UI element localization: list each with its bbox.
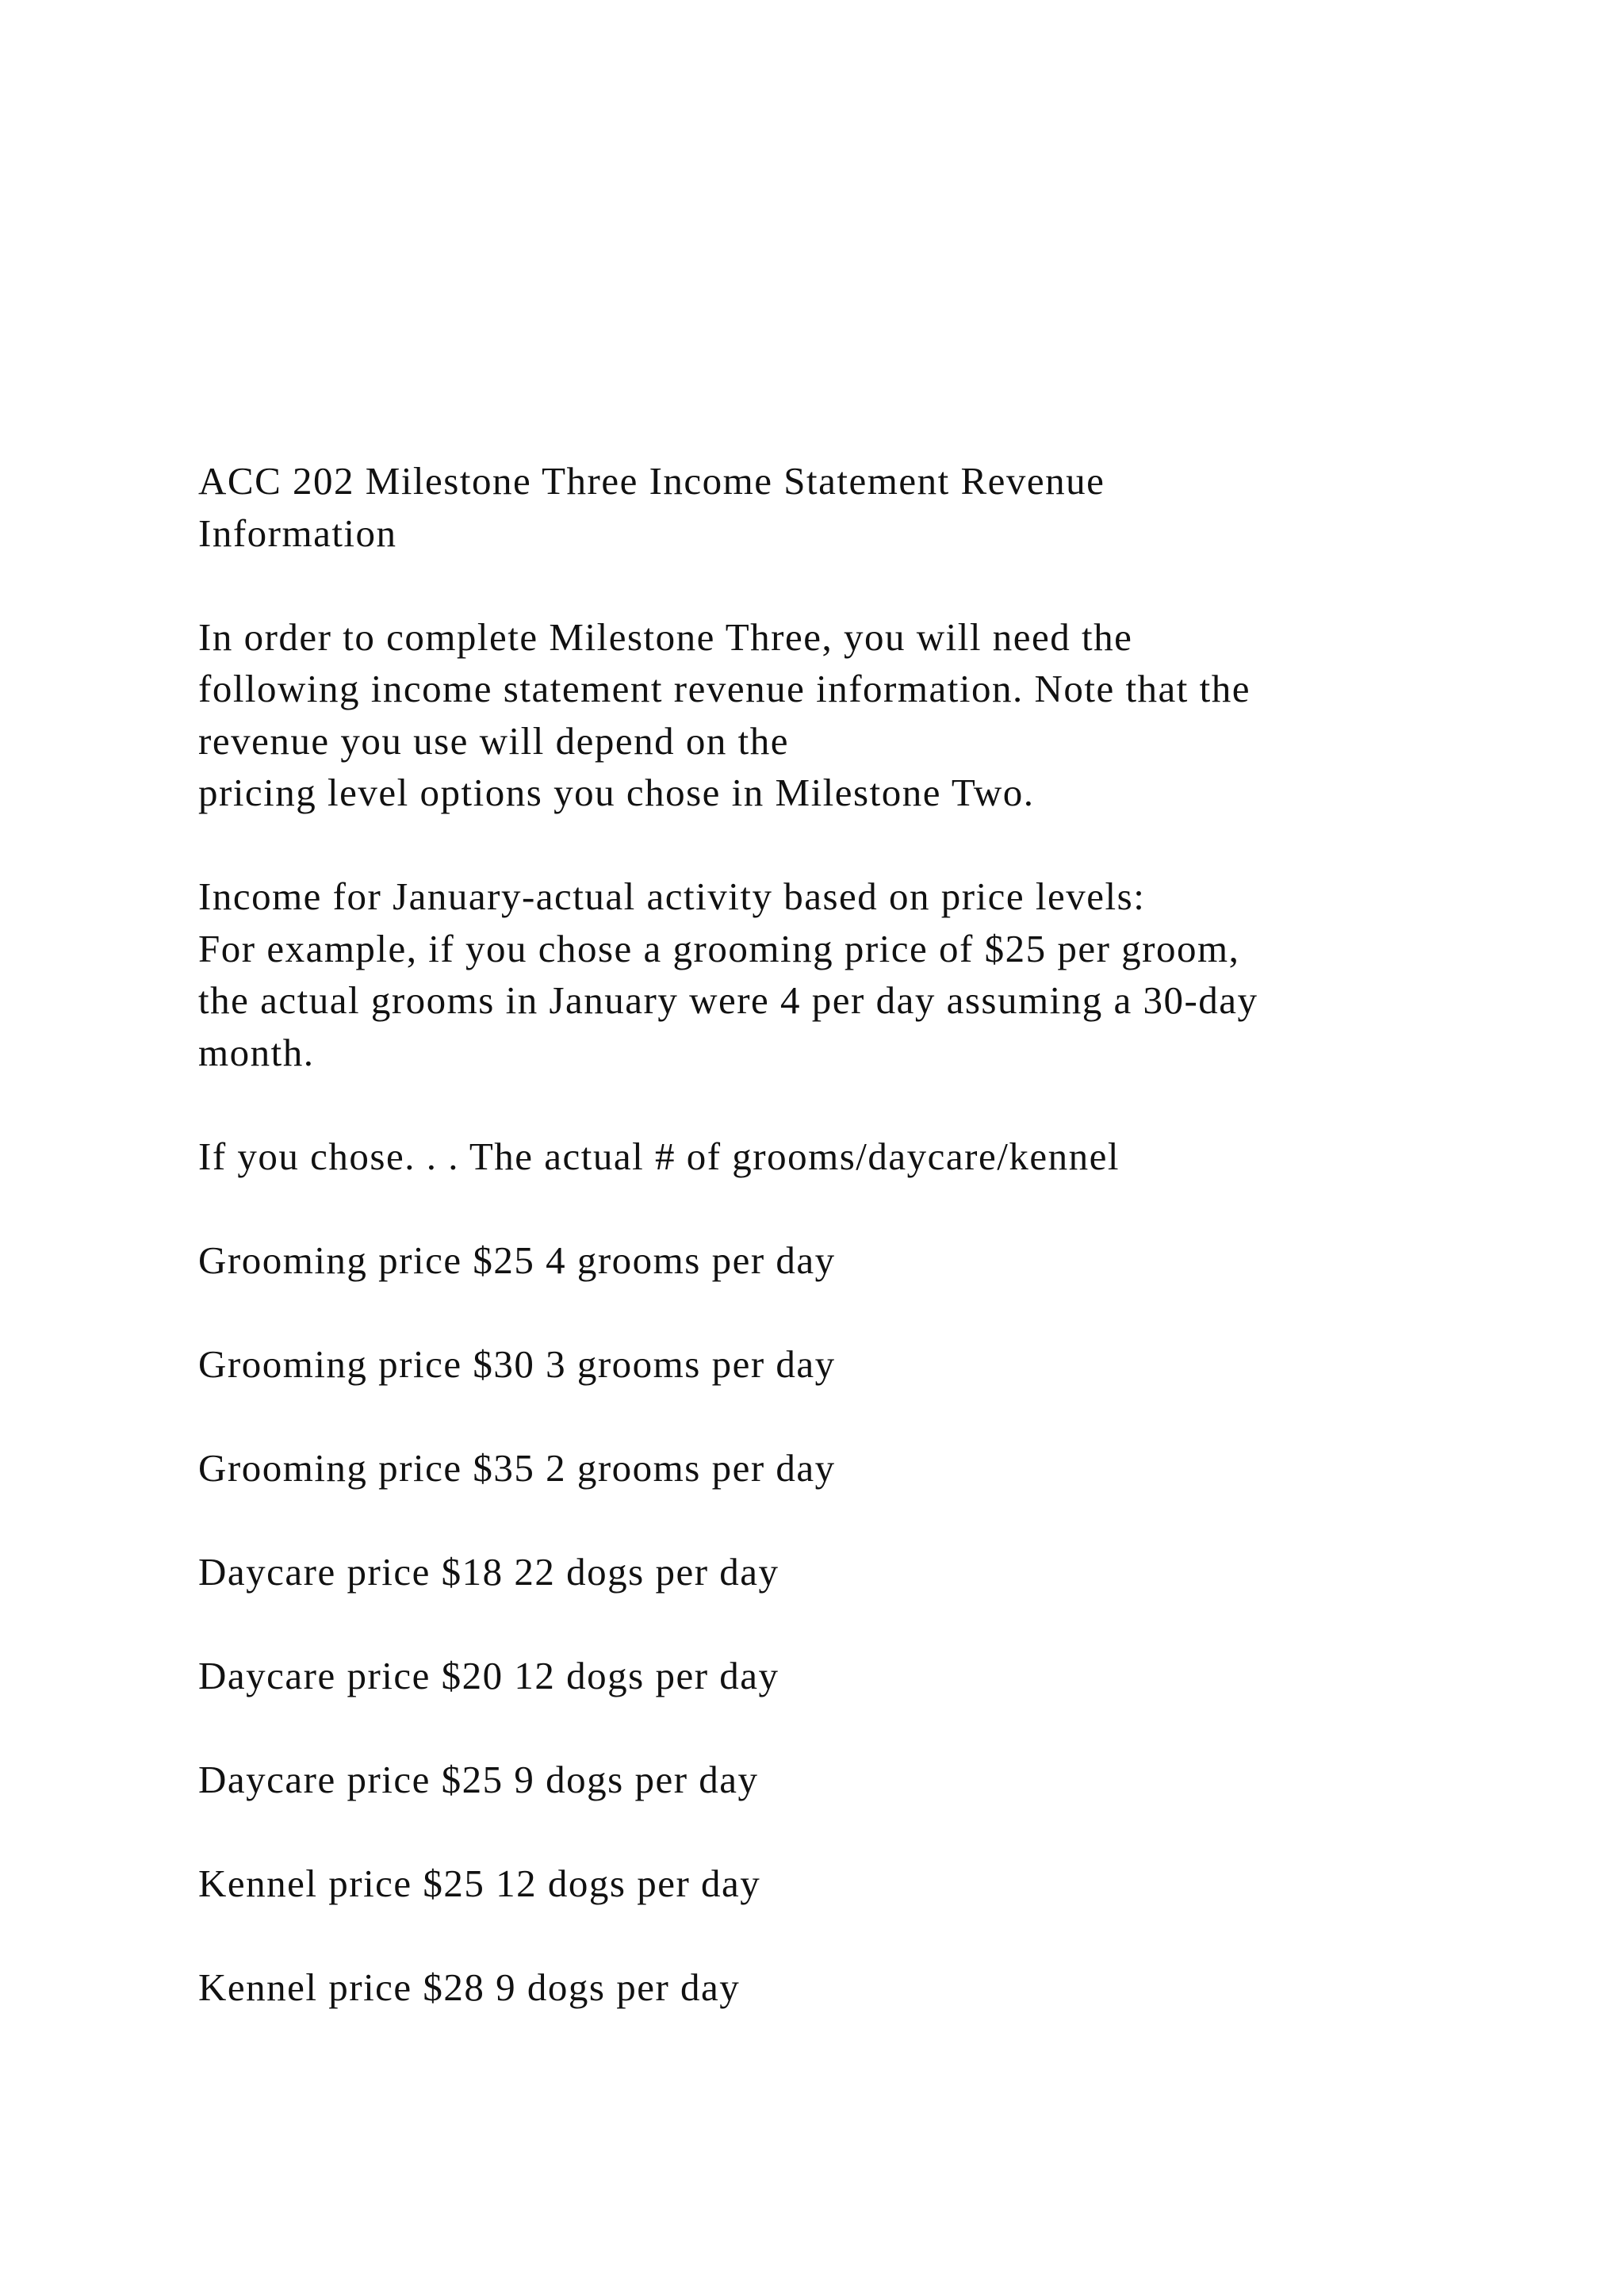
- spacer: [198, 1078, 1546, 1131]
- spacer: [198, 559, 1546, 611]
- spacer: [198, 819, 1546, 871]
- spacer: [198, 1286, 1546, 1338]
- example-line-1: Income for January-actual activity based on price levels:: [198, 874, 1146, 918]
- spacer: [198, 1598, 1546, 1650]
- table-header: If you chose. . . The actual # of grooms/daycare/kennel: [198, 1134, 1120, 1178]
- price-row-daycare-25: Daycare price $25 9 dogs per day: [198, 1757, 759, 1801]
- spacer: [198, 1182, 1546, 1234]
- intro-line-2: following income statement revenue information. Note that the: [198, 667, 1251, 710]
- intro-line-4: pricing level options you chose in Milestone Two.: [198, 771, 1035, 814]
- document-body: [198, 455, 1546, 2013]
- intro-line-3: revenue you use will depend on the: [198, 718, 789, 763]
- price-row-daycare-18: Daycare price $18 22 dogs per day: [198, 1549, 779, 1594]
- price-row-grooming-30: Grooming price $30 3 grooms per day: [198, 1341, 836, 1386]
- price-row-kennel-28: Kennel price $28 9 dogs per day: [198, 1965, 741, 2009]
- spacer: [198, 1390, 1546, 1442]
- example-line-4: month.: [198, 1030, 315, 1074]
- price-row-daycare-20: Daycare price $20 12 dogs per day: [198, 1653, 779, 1697]
- example-line-3: the actual grooms in January were 4 per day assuming a 30-day: [198, 978, 1258, 1022]
- spacer: [198, 1909, 1546, 1961]
- spacer: [198, 1701, 1546, 1754]
- intro-line-1: In order to complete Milestone Three, you will need the: [198, 614, 1133, 659]
- price-row-grooming-25: Grooming price $25 4 grooms per day: [198, 1238, 836, 1282]
- spacer: [198, 1494, 1546, 1546]
- title-line-1: ACC 202 Milestone Three Income Statement Revenue: [198, 459, 1105, 503]
- price-row-grooming-35: Grooming price $35 2 grooms per day: [198, 1445, 836, 1490]
- example-line-2: For example, if you chose a grooming price of $25 per groom,: [198, 926, 1240, 970]
- price-row-kennel-25: Kennel price $25 12 dogs per day: [198, 1861, 761, 1905]
- title-line-2: Information: [198, 511, 397, 555]
- spacer: [198, 1805, 1546, 1858]
